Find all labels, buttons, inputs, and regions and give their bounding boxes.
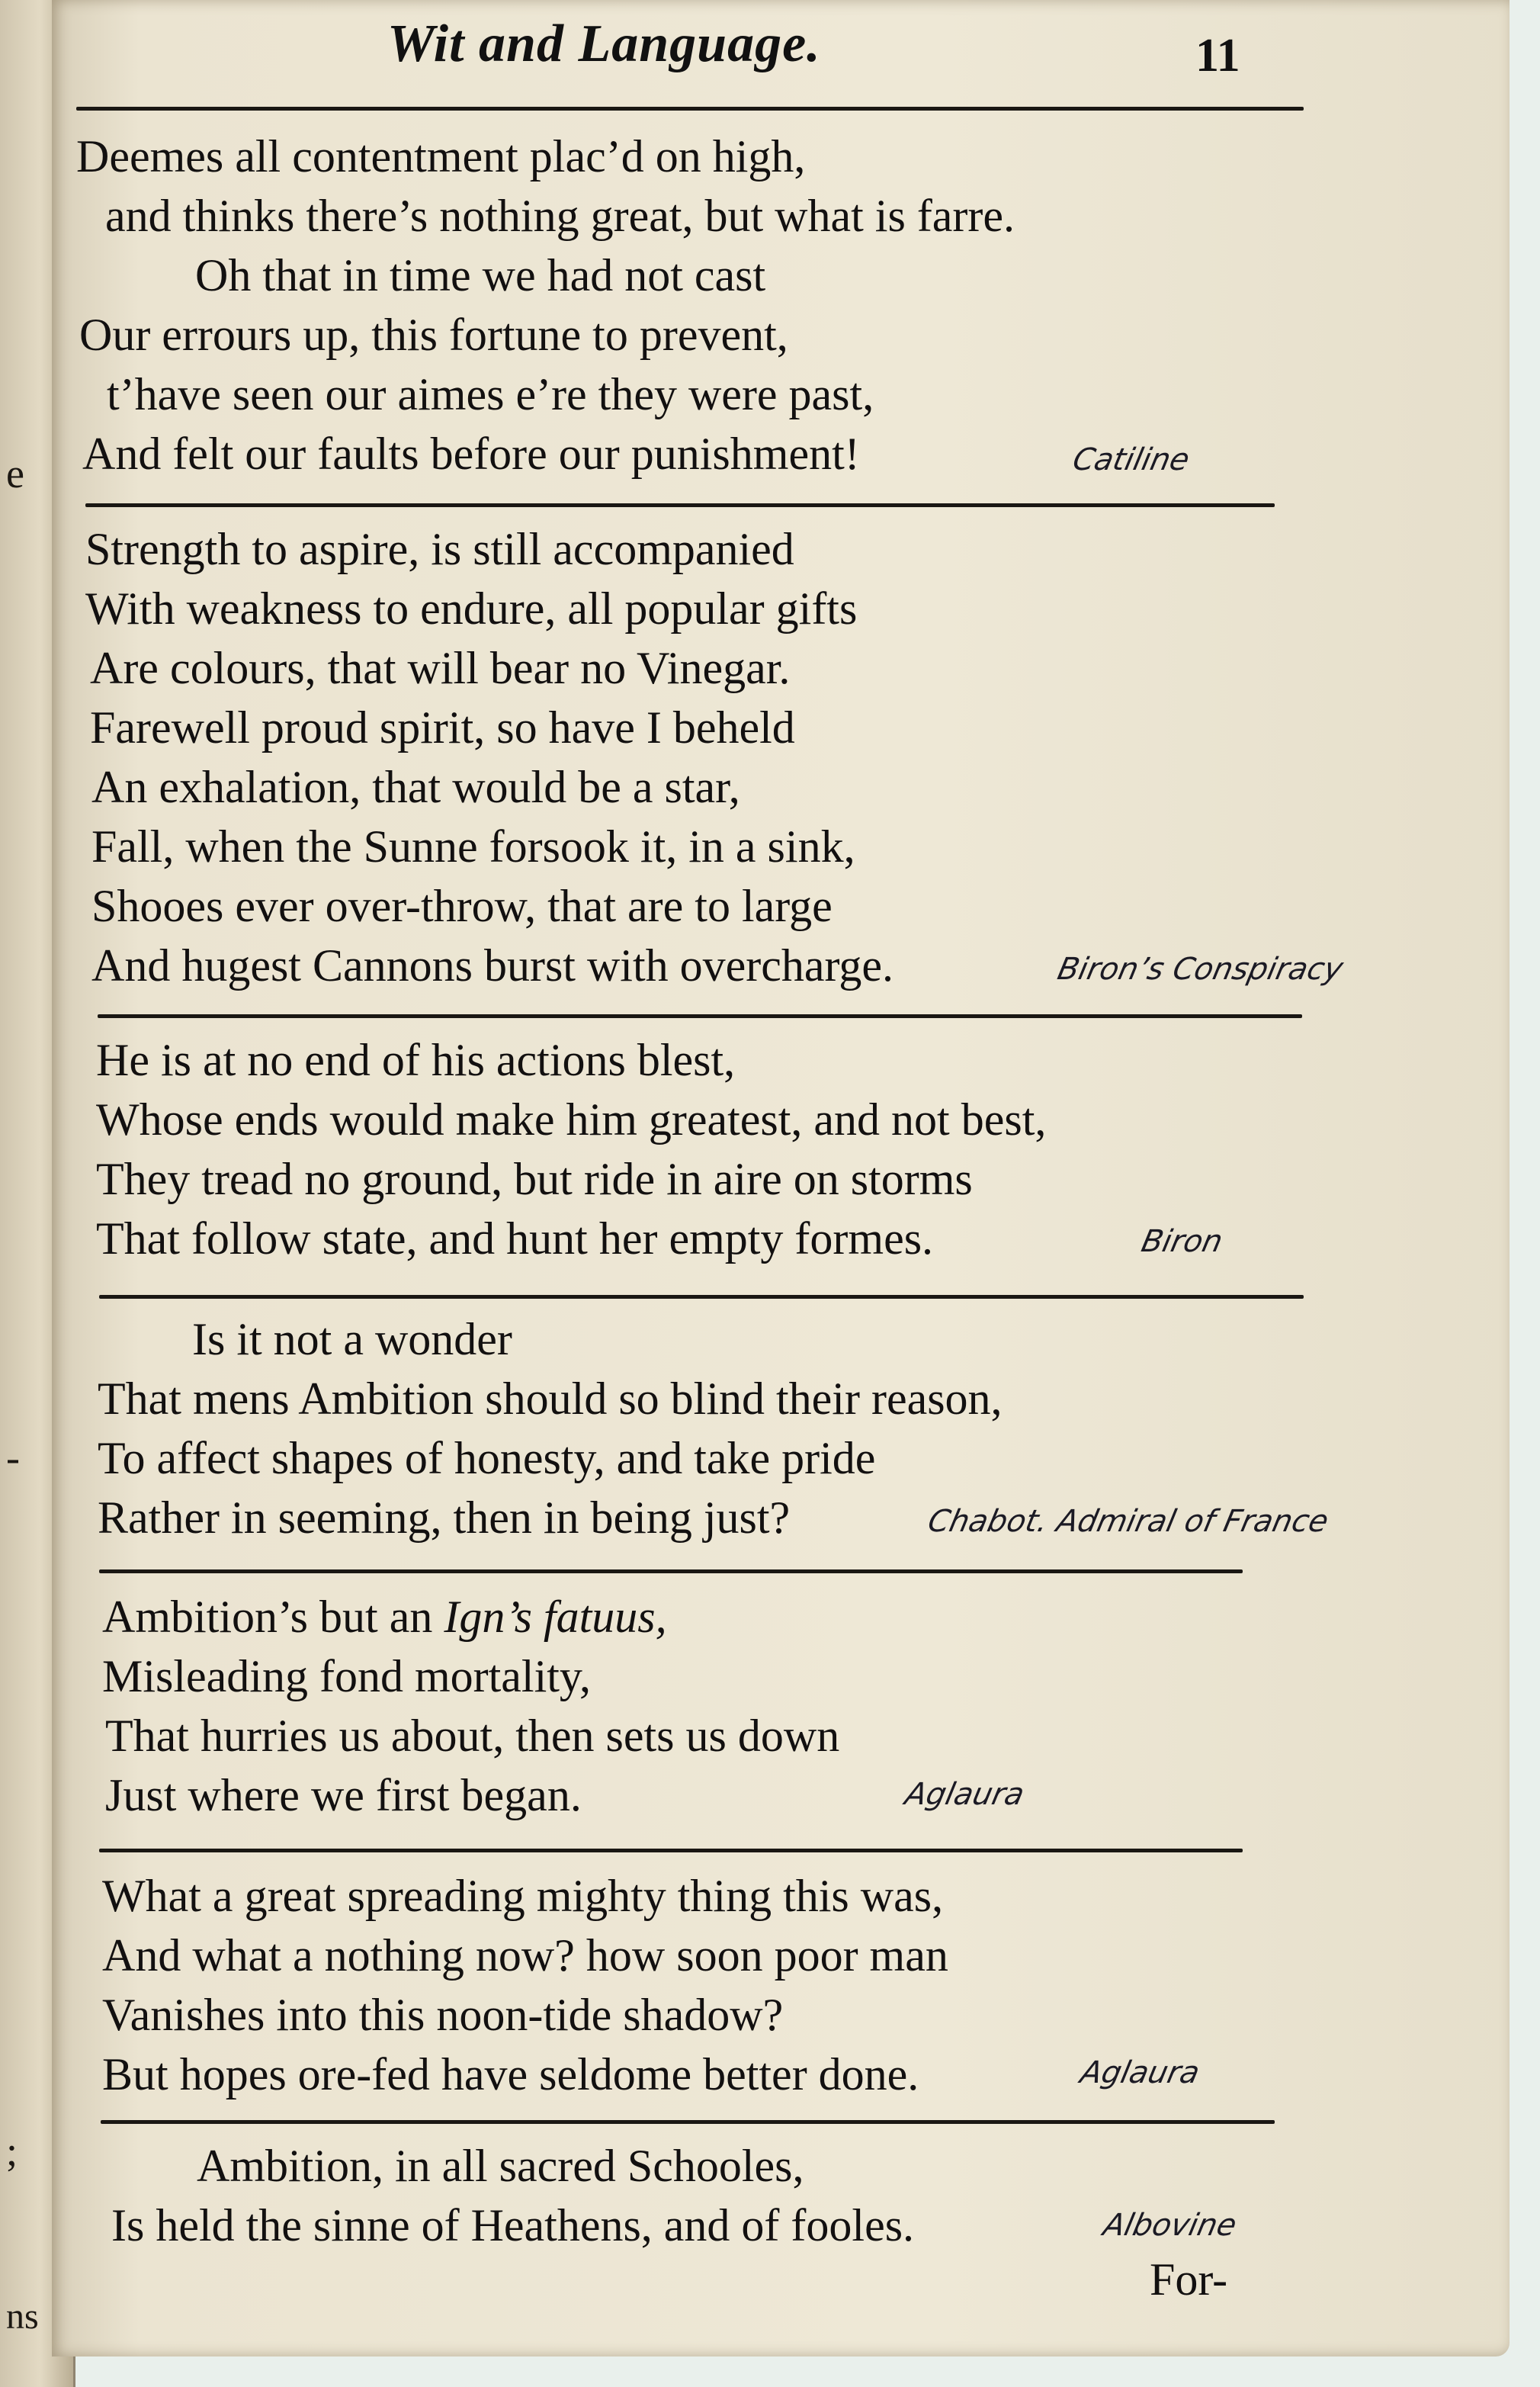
- verse-line: Oh that in time we had not cast: [195, 250, 766, 300]
- handwritten-source-note: Aglaura: [1077, 2055, 1203, 2090]
- verse-line: With weakness to endure, all popular gifts: [85, 583, 858, 634]
- verse-line: Misleading fond mortality,: [102, 1651, 592, 1701]
- handwritten-source-note: Biron: [1138, 1224, 1226, 1259]
- verse-line: Our errours up, this fortune to prevent,: [79, 310, 788, 360]
- header-rule: [76, 107, 1304, 111]
- verse-line: To affect shapes of honesty, and take pride: [98, 1433, 876, 1483]
- section-rule: [85, 503, 1275, 507]
- verse-line: And hugest Cannons burst with overcharge.: [91, 940, 894, 991]
- verse-line: An exhalation, that would be a star,: [91, 762, 740, 812]
- handwritten-source-note: Chabot. Admiral of France: [925, 1504, 1332, 1539]
- verse-line: Fall, when the Sunne forsook it, in a sink,: [91, 821, 855, 872]
- verse-line: Is held the sinne of Heathens, and of fooles.: [111, 2200, 915, 2250]
- verse-line: That hurries us about, then sets us down: [105, 1711, 840, 1761]
- verse-line: Whose ends would make him greatest, and not best,: [96, 1094, 1047, 1145]
- verse-line: Farewell proud spirit, so have I beheld: [90, 702, 795, 753]
- verse-line: Just where we first began.: [105, 1770, 582, 1820]
- verse-line: Ambition’s but an Ign’s fatuus,: [102, 1592, 667, 1642]
- handwritten-source-note: Aglaura: [902, 1777, 1028, 1812]
- verse-line: Rather in seeming, then in being just?: [98, 1492, 791, 1543]
- section-rule: [99, 1295, 1304, 1299]
- catchword: For-: [1150, 2254, 1228, 2305]
- verse-line: And what a nothing now? how soon poor man: [102, 1930, 948, 1981]
- verse-line: Strength to aspire, is still accompanied: [85, 524, 794, 574]
- verse-line: Ambition, in all sacred Schooles,: [197, 2141, 804, 2191]
- book-page: [52, 0, 1510, 2356]
- page-number: 11: [1195, 30, 1240, 82]
- verse-line: t’have seen our aimes e’re they were past,: [107, 369, 874, 419]
- handwritten-source-note: Biron’s Conspiracy: [1054, 952, 1346, 987]
- verse-line: They tread no ground, but ride in aire on storms: [96, 1154, 973, 1204]
- section-rule: [99, 1849, 1243, 1852]
- verse-line: That mens Ambition should so blind their reason,: [98, 1373, 1003, 1424]
- verse-line: But hopes ore-fed have seldome better done.: [102, 2049, 919, 2099]
- section-rule: [99, 1569, 1243, 1573]
- verse-line: That follow state, and hunt her empty formes.: [96, 1213, 934, 1264]
- handwritten-source-note: Catiline: [1070, 442, 1193, 477]
- italic-phrase: Ign’s fatuus,: [444, 1592, 667, 1642]
- verse-line: Deemes all contentment plac’d on high,: [76, 131, 806, 182]
- running-head: Wit and Language.: [387, 14, 821, 73]
- edge-glyph: -: [6, 1434, 20, 1480]
- section-rule: [101, 2120, 1275, 2124]
- verse-line: and thinks there’s nothing great, but what is farre.: [105, 191, 1015, 241]
- verse-line: And felt our faults before our punishment!: [82, 429, 860, 479]
- verse-line: Is it not a wonder: [192, 1314, 512, 1364]
- edge-glyph: e: [6, 451, 24, 496]
- verse-line: He is at no end of his actions blest,: [96, 1035, 736, 1085]
- verse-line: Shooes ever over-throw, that are to large: [91, 881, 833, 931]
- handwritten-source-note: Albovine: [1100, 2208, 1240, 2243]
- edge-glyph: ;: [6, 2128, 18, 2174]
- verse-line: Vanishes into this noon-tide shadow?: [102, 1990, 784, 2040]
- edge-glyph: ns: [6, 2296, 39, 2337]
- verse-line: Are colours, that will bear no Vinegar.: [90, 643, 791, 693]
- section-rule: [98, 1014, 1302, 1018]
- verse-line: What a great spreading mighty thing this was,: [102, 1871, 944, 1921]
